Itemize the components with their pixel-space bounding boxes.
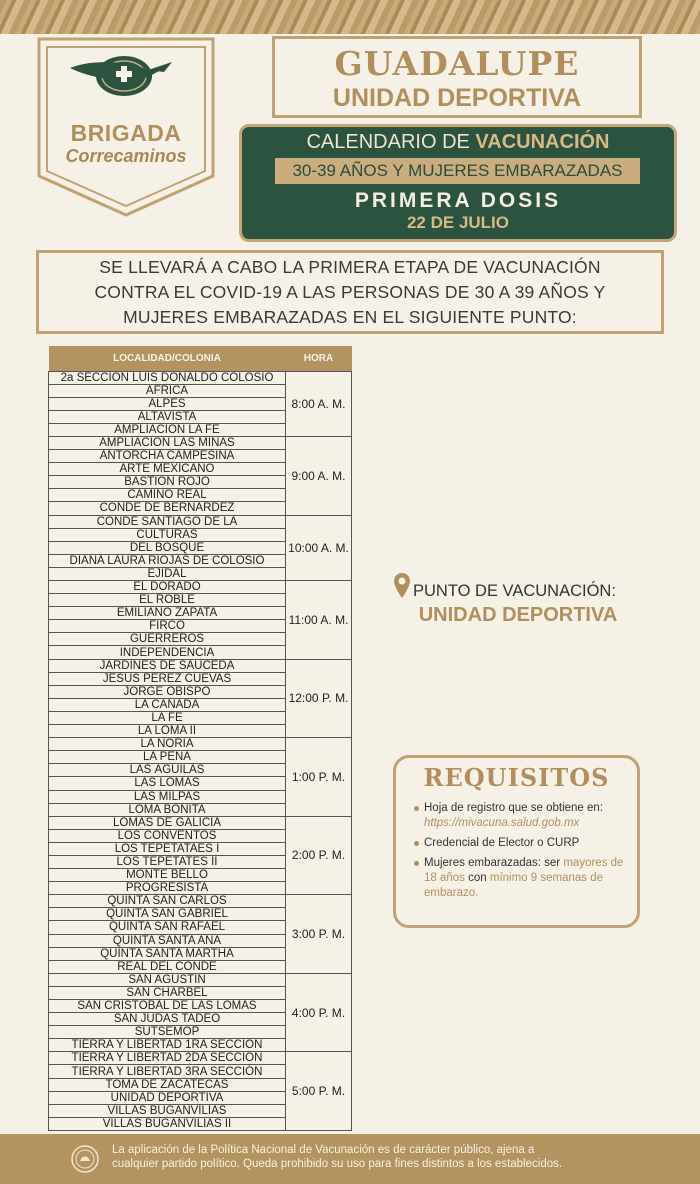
location-cell: VILLAS BUGANVILIAS II: [49, 1117, 286, 1130]
location-cell: ANTORCHA CAMPESINA: [49, 450, 286, 463]
date-label: 22 DE JULIO: [406, 213, 510, 232]
location-cell: LOS TEPETATAES I: [49, 842, 286, 855]
location-cell: QUINTA SANTA ANA: [49, 934, 286, 947]
vaccination-point-label: PUNTO DE VACUNACIÓN:: [413, 582, 616, 600]
page-title: GUADALUPE: [334, 44, 580, 83]
location-cell: ARTE MEXICANO: [49, 463, 286, 476]
hour-cell: 3:00 P. M.: [286, 895, 352, 974]
requirements-title: REQUISITOS: [423, 763, 610, 792]
hour-cell: 2:00 P. M.: [286, 816, 352, 895]
location-cell: QUINTA SAN GABRIEL: [49, 908, 286, 921]
table-row: [49, 515, 352, 528]
schedule-table-body: [49, 371, 352, 1130]
schedule-table: [48, 346, 352, 1131]
location-cell: SAN CHARBEL: [49, 986, 286, 999]
hour-cell: 4:00 P. M.: [286, 973, 352, 1052]
location-cell: UNIDAD DEPORTIVA: [49, 1091, 286, 1104]
location-cell: LAS LOMAS: [49, 777, 286, 790]
location-cell: EMILIANO ZAPATA: [49, 607, 286, 620]
location-cell: TIERRA Y LIBERTAD 3RA SECCIÓN: [49, 1065, 286, 1078]
national-seal-icon: [70, 1144, 100, 1174]
location-cell: LAS MILPAS: [49, 790, 286, 803]
location-cell: TIERRA Y LIBERTAD 1RA SECCIÓN: [49, 1039, 286, 1052]
location-cell: SAN CRISTÓBAL DE LAS LOMAS: [49, 1000, 286, 1013]
table-row: [49, 436, 352, 449]
location-cell: LA LOMA II: [49, 725, 286, 738]
hour-cell: 11:00 A. M.: [286, 581, 352, 660]
location-cell: CONDE DE BERNÁRDEZ: [49, 502, 286, 515]
table-row: [49, 659, 352, 672]
hour-cell: 1:00 P. M.: [286, 738, 352, 817]
top-decorative-band: [0, 0, 700, 34]
location-cell: LA FE: [49, 711, 286, 724]
location-cell: SUTSEMOP: [49, 1026, 286, 1039]
location-cell: JESÚS PÉREZ CUEVAS: [49, 672, 286, 685]
age-range-text: 30-39 AÑOS Y MUJERES EMBARAZADAS: [292, 161, 623, 180]
hour-cell: 12:00 P. M.: [286, 659, 352, 738]
hour-cell: 10:00 A. M.: [286, 515, 352, 580]
location-cell: AMPLIACIÓN LAS MINAS: [49, 436, 286, 449]
requirement-registration: Hoja de registro que se obtiene en: https://mivacuna.salud.gob.mx: [414, 801, 629, 831]
location-cell: QUINTA SAN RAFAEL: [49, 921, 286, 934]
location-cell: FIRCO: [49, 620, 286, 633]
table-row: [49, 973, 352, 986]
table-row: [49, 816, 352, 829]
location-cell: ÁFRICA: [49, 384, 286, 397]
notice-box: [36, 250, 664, 334]
location-cell: LOMAS DE GALICIA: [49, 816, 286, 829]
location-cell: SAN JUDAS TADEO: [49, 1013, 286, 1026]
location-cell: CULTURAS: [49, 528, 286, 541]
location-cell: LA NORIA: [49, 738, 286, 751]
location-cell: CONDE SANTIAGO DE LA: [49, 515, 286, 528]
location-cell: PROGRESISTA: [49, 882, 286, 895]
requirement-id: Credencial de Elector o CURP: [414, 836, 629, 851]
location-cell: LA PEÑA: [49, 751, 286, 764]
brand-tagline: Correcaminos: [65, 146, 187, 166]
location-cell: LOMA BONITA: [49, 803, 286, 816]
location-cell: LA CAÑADA: [49, 698, 286, 711]
location-column-header: LOCALIDAD/COLONIA: [49, 346, 286, 371]
requirement-pregnant: Mujeres embarazadas: ser mayores de 18 años con mínimo 9 semanas de embarazo.: [414, 856, 629, 901]
hour-column-header: HORA: [286, 346, 352, 371]
location-cell: GUERREROS: [49, 633, 286, 646]
location-cell: CAMINO REAL: [49, 489, 286, 502]
table-row: [49, 371, 352, 384]
hour-cell: 8:00 A. M.: [286, 371, 352, 436]
table-row: [49, 1052, 352, 1065]
location-cell: DIANA LAURA RIOJAS DE COLOSIO: [49, 554, 286, 567]
location-cell: INDEPENDENCIA: [49, 646, 286, 659]
location-cell: TOMA DE ZACATECAS: [49, 1078, 286, 1091]
table-row: [49, 895, 352, 908]
location-cell: ALTAVISTA: [49, 410, 286, 423]
footer-disclaimer: La aplicación de la Política Nacional de Vacunación es de carácter público, ajena a cualquier partido político. Queda prohibido su uso para fines distintos a los establecidos.: [112, 1144, 563, 1170]
vaccination-point-place: UNIDAD DEPORTIVA: [418, 604, 618, 626]
location-cell: REAL DEL CONDE: [49, 960, 286, 973]
calendar-label: CALENDARIO DE VACUNACIÓN: [306, 131, 610, 153]
location-cell: LAS ÁGUILAS: [49, 764, 286, 777]
location-cell: TIERRA Y LIBERTAD 2DA SECCIÓN: [49, 1052, 286, 1065]
location-cell: EL ROBLE: [49, 594, 286, 607]
location-cell: ALPES: [49, 397, 286, 410]
location-cell: EJIDAL: [49, 567, 286, 580]
table-header-row: [49, 346, 352, 371]
notice-text: SE LLEVARÁ A CABO LA PRIMERA ETAPA DE VACUNACIÓN CONTRA EL COVID-19 A LAS PERSONAS DE 30 A 39 AÑOS Y MUJERES EMBARAZADAS EN EL SIGUIENTE PUNTO:: [94, 256, 606, 327]
brand-name: BRIGADA: [70, 120, 182, 146]
location-cell: JORGE OBISPO: [49, 685, 286, 698]
location-cell: MONTE BELLO: [49, 869, 286, 882]
location-cell: DEL BOSQUE: [49, 541, 286, 554]
location-cell: QUINTA SANTA MARTHA: [49, 947, 286, 960]
requirements-list: [414, 801, 629, 906]
registration-link[interactable]: https://mivacuna.salud.gob.mx: [424, 817, 580, 829]
location-cell: VILLAS BUGANVILIAS: [49, 1104, 286, 1117]
hour-cell: 9:00 A. M.: [286, 436, 352, 515]
table-row: [49, 738, 352, 751]
page-subtitle: UNIDAD DEPORTIVA: [332, 84, 582, 112]
location-cell: 2a SECCIÓN LUIS DONALDO COLOSIO: [49, 371, 286, 384]
location-cell: SAN AGUSTÍN: [49, 973, 286, 986]
location-cell: JARDINES DE SAUCEDA: [49, 659, 286, 672]
location-cell: EL DORADO: [49, 581, 286, 594]
location-cell: LOS TEPETATES II: [49, 855, 286, 868]
location-cell: LOS CONVENTOS: [49, 829, 286, 842]
table-row: [49, 581, 352, 594]
hour-cell: 5:00 P. M.: [286, 1052, 352, 1131]
dose-label: PRIMERA DOSIS: [354, 189, 562, 212]
location-cell: QUINTA SAN CARLOS: [49, 895, 286, 908]
location-cell: AMPLIACIÓN LA FE: [49, 423, 286, 436]
map-pin-icon: [393, 572, 411, 600]
location-cell: BASTIÓN ROJO: [49, 476, 286, 489]
